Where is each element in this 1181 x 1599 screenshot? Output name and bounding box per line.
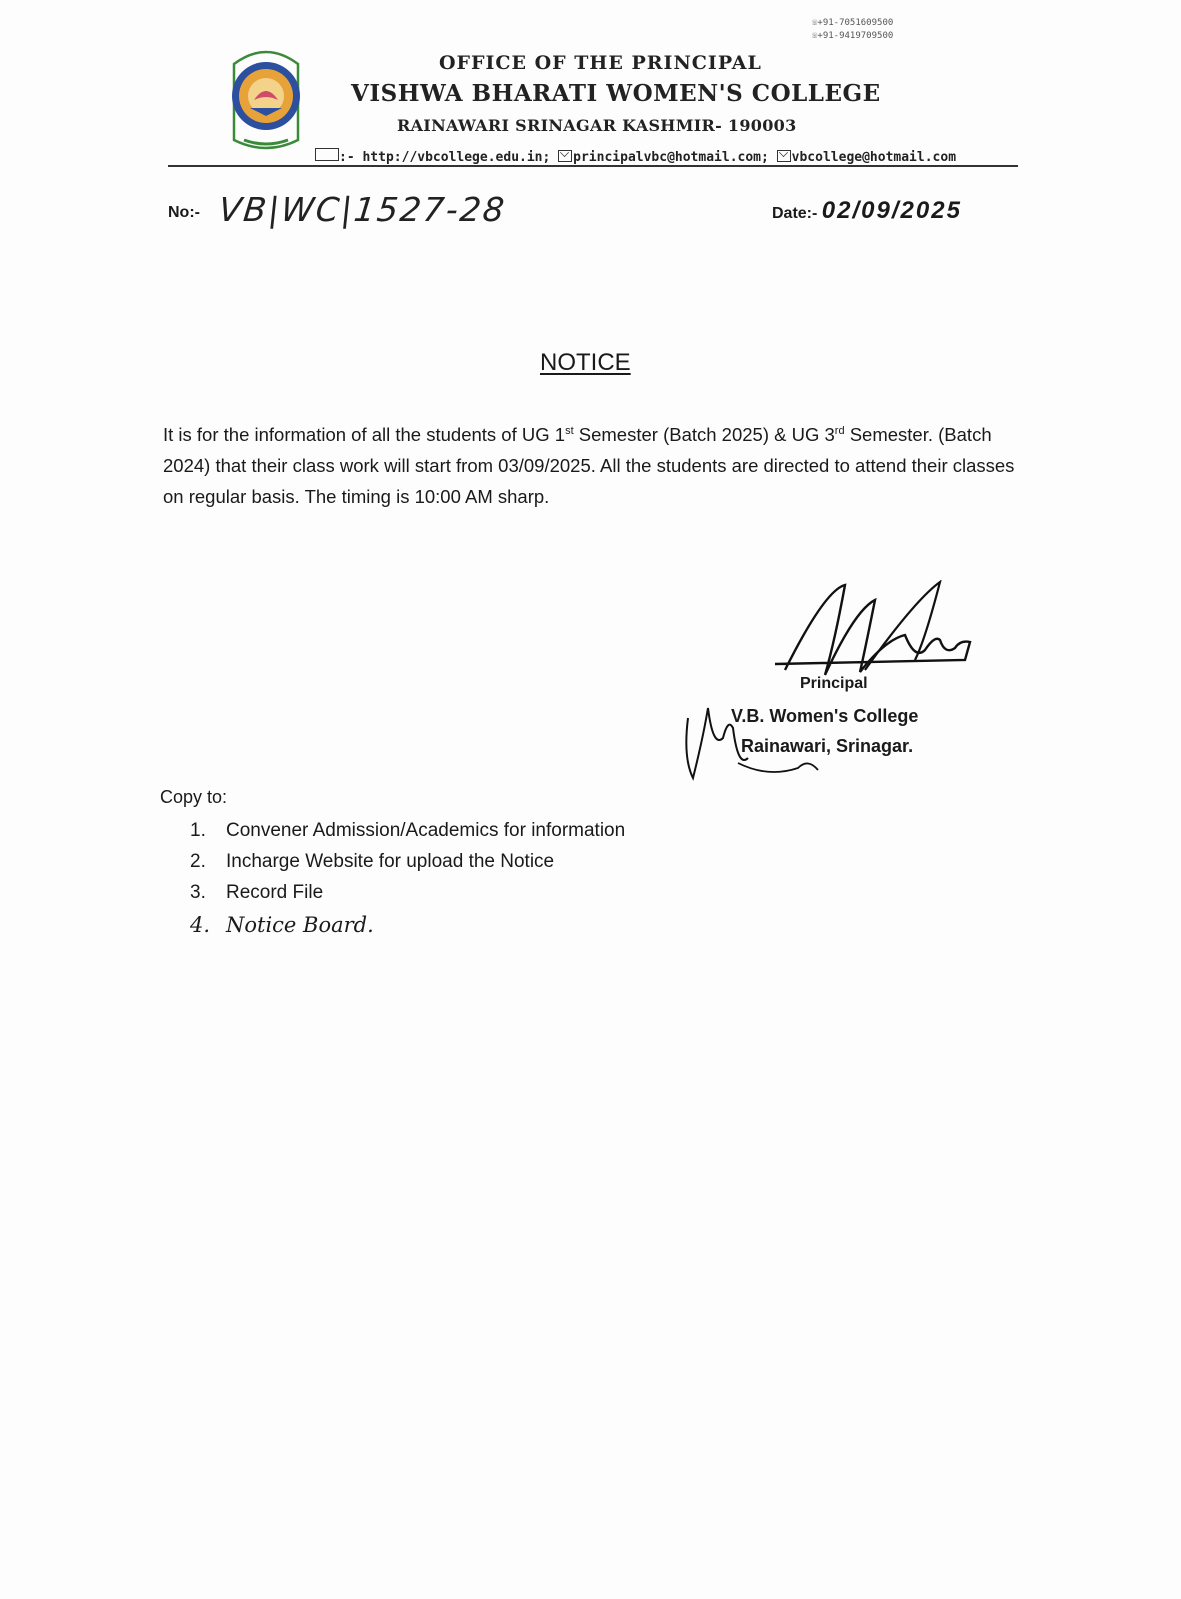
copy-to-list xyxy=(190,815,625,941)
email-icon xyxy=(558,150,572,162)
notice-body-text: It is for the information of all the students of UG 1 xyxy=(163,424,566,446)
date-label: Date:- xyxy=(772,205,818,222)
ordinal-suffix: rd xyxy=(834,425,845,437)
signatory-title: Principal xyxy=(800,675,868,692)
website-link[interactable]: http://vbcollege.edu.in; xyxy=(362,150,551,165)
phone-2: ☏+91-9419709500 xyxy=(812,31,894,41)
college-name: VISHWA BHARATI WOMEN'S COLLEGE xyxy=(351,80,881,107)
date-value: 02/09/2025 xyxy=(821,197,962,224)
notice-body-text: Semester (Batch 2025) & UG 3 xyxy=(573,424,835,446)
list-item xyxy=(190,846,625,877)
list-item xyxy=(190,815,625,846)
item-number: 1. xyxy=(190,820,206,841)
email-principal[interactable]: principalvbc@hotmail.com; xyxy=(573,150,769,165)
college-logo xyxy=(224,44,308,152)
office-heading: OFFICE OF THE PRINCIPAL xyxy=(439,52,762,74)
web-icon xyxy=(315,148,339,161)
signatory-place: Rainawari, Srinagar. xyxy=(741,736,914,756)
contact-line xyxy=(315,148,1015,165)
list-item xyxy=(190,910,625,941)
copy-to-label: Copy to: xyxy=(160,787,228,807)
list-item xyxy=(190,877,625,908)
signatory-college: V.B. Women's College xyxy=(731,706,919,726)
notice-body xyxy=(163,416,1023,512)
item-number: 3. xyxy=(190,882,206,903)
principal-signature xyxy=(765,580,985,690)
ordinal-suffix: st xyxy=(565,425,574,437)
item-text: Incharge Website for upload the Notice xyxy=(226,851,555,872)
reference-label: No:- xyxy=(168,204,200,221)
website-prefix: :- xyxy=(339,150,363,165)
item-number: 4. xyxy=(190,913,211,937)
college-address: RAINAWARI SRINAGAR KASHMIR- 190003 xyxy=(397,116,797,135)
item-text: Record File xyxy=(226,882,324,903)
item-text: Convener Admission/Academics for information xyxy=(226,820,626,841)
item-number: 2. xyxy=(190,851,206,872)
phone-numbers xyxy=(812,17,893,43)
email-college[interactable]: vbcollege@hotmail.com xyxy=(791,150,957,165)
item-text: Notice Board. xyxy=(226,913,374,937)
notice-title: NOTICE xyxy=(540,349,631,376)
email-icon xyxy=(777,150,791,162)
date-line xyxy=(772,197,962,225)
notice-body-text: Semester. (Batch 2024) that their class work will start from 03/09/2025. All the students are directed to attend their classes on regular basis. The timing is 10:00 AM sharp. xyxy=(163,424,1015,508)
reference-number: VB|WC|1527-28 xyxy=(216,190,509,229)
header-divider xyxy=(168,165,1018,167)
phone-1: ☏+91-7051609500 xyxy=(812,18,894,28)
